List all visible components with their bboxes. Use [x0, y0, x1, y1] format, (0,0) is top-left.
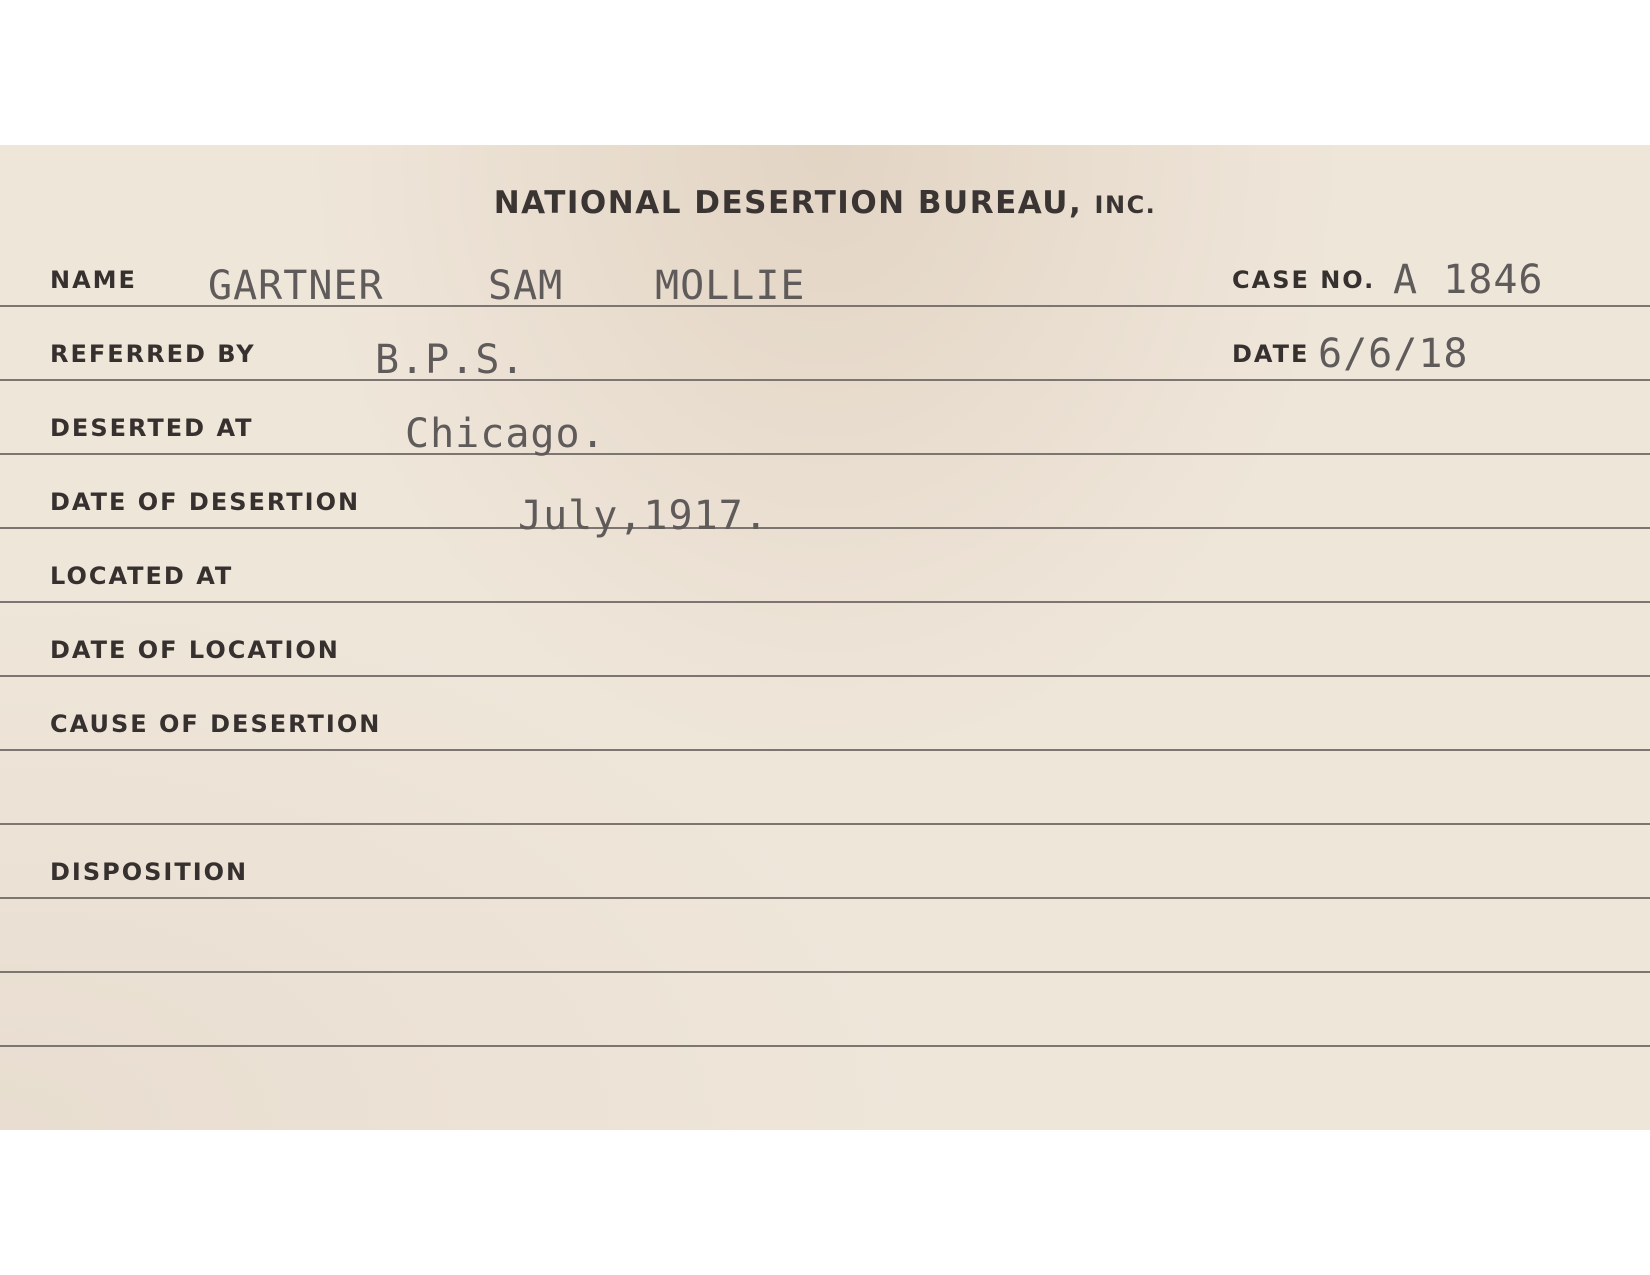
rule-line — [0, 675, 1650, 677]
rule-line — [0, 379, 1650, 381]
value-surname: GARTNER — [208, 263, 384, 309]
label-date: DATE — [1232, 340, 1310, 368]
rule-line — [0, 527, 1650, 529]
label-date-of-desertion: DATE OF DESERTION — [50, 488, 361, 516]
value-date-of-desertion: July,1917. — [518, 493, 769, 539]
value-first-name: SAM — [488, 263, 564, 309]
title-suffix: INC. — [1094, 191, 1157, 219]
label-name: NAME — [50, 266, 137, 294]
rule-line — [0, 749, 1650, 751]
label-case-no: CASE NO. — [1232, 266, 1376, 294]
rule-line — [0, 453, 1650, 455]
rule-line — [0, 971, 1650, 973]
value-date: 6/6/18 — [1318, 331, 1469, 377]
value-deserted-at: Chicago. — [405, 411, 606, 457]
card-title — [0, 185, 1650, 221]
label-disposition: DISPOSITION — [50, 858, 249, 886]
value-case-no: A 1846 — [1393, 257, 1544, 303]
rule-line — [0, 823, 1650, 825]
label-referred-by: REFERRED BY — [50, 340, 256, 368]
value-spouse-name: MOLLIE — [655, 263, 806, 309]
rule-line — [0, 897, 1650, 899]
rule-line — [0, 1045, 1650, 1047]
value-referred-by: B.P.S. — [375, 337, 526, 383]
title-text: NATIONAL DESERTION BUREAU, — [493, 185, 1083, 221]
rule-line — [0, 601, 1650, 603]
label-cause-of-desertion: CAUSE OF DESERTION — [50, 710, 382, 738]
label-deserted-at: DESERTED AT — [50, 414, 254, 442]
label-date-of-location: DATE OF LOCATION — [50, 636, 340, 664]
label-located-at: LOCATED AT — [50, 562, 234, 590]
index-card — [0, 145, 1650, 1130]
